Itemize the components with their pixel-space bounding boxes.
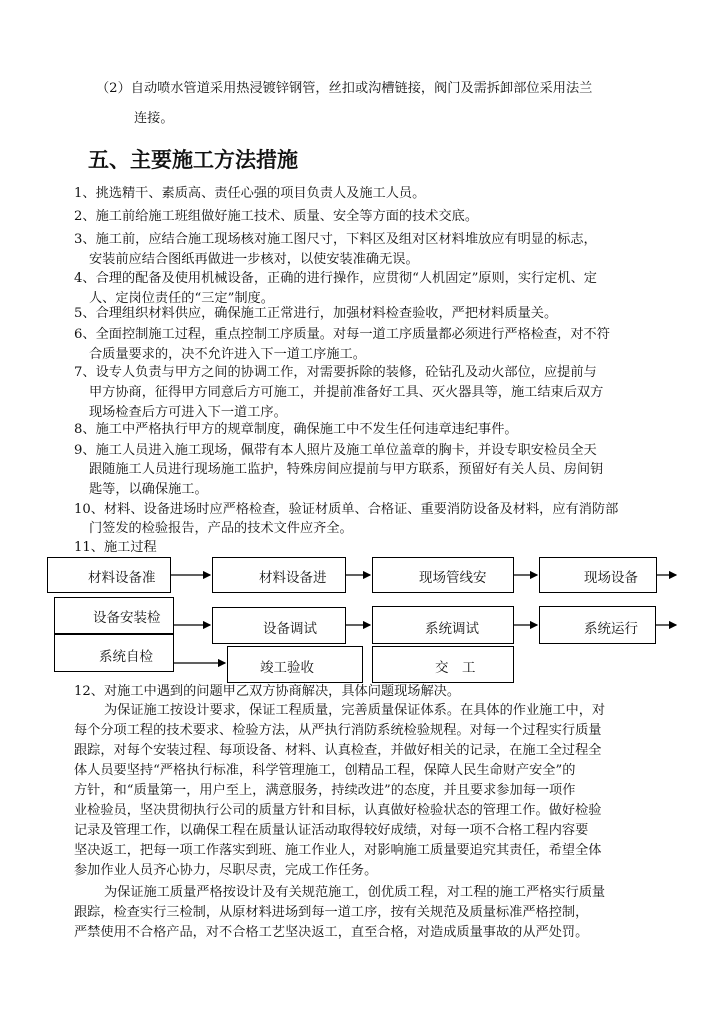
item-9-line-1: 9、施工人员进入施工现场，佩带有本人照片及施工单位盖章的胸卡，并设专职安检员全天 <box>74 443 597 458</box>
item-7-line-2: 甲方协商，征得甲方同意后方可施工，并提前准备好工具、灭火器具等，施工结束后双方 <box>89 385 604 400</box>
item-8: 8、施工中严格执行甲方的规章制度，确保施工中不发生任何违章违纪事件。 <box>74 422 518 437</box>
flow-box-pipeline-install: 现场管线安 <box>372 557 514 593</box>
para1-line-8: 坚决返工，把每一项工作落实到班、施工作业人，对影响施工质量要追究其责任，希望全体 <box>74 843 602 858</box>
flow-box-system-run: 系统运行 <box>539 606 656 644</box>
flow-box-install-check: 设备安装检 <box>54 597 174 634</box>
flow-box-site-equipment: 现场设备 <box>539 557 657 593</box>
item-6-line-1: 6、全面控制施工过程，重点控制工序质量。对每一道工序质量都必须进行严格检查，对不符 <box>74 327 610 342</box>
intro-line-2: 连接。 <box>134 111 174 126</box>
para2-line-3: 严禁使用不合格产品，对不合格工艺坚决返工，直至合格，对造成质量事故的从严处罚。 <box>74 925 589 940</box>
item-10-line-1: 10、材料、设备进场时应严格检查，验证材质单、合格证、重要消防设备及材料，应有消防部 <box>74 502 619 517</box>
flow-box-equipment-debug: 设备调试 <box>212 607 346 644</box>
item-3-line-2: 安装前应结合图纸再做进一步核对，以使安装准确无误。 <box>89 252 419 267</box>
flow-box-completion-acceptance: 竣工验收 <box>227 646 363 683</box>
para2-line-1: 为保证施工质量严格按设计及有关规范施工，创优质工程，对工程的施工严格实行质量 <box>104 885 606 900</box>
item-7-line-3: 现场检查后方可进入下一道工序。 <box>89 405 287 420</box>
item-4-line-2: 人、定岗位责任的“三定”制度。 <box>89 291 274 306</box>
item-9-line-2: 跟随施工人员进行现场施工监护，特殊房间应提前与甲方联系，预留好有关人员、房间钥 <box>89 462 604 477</box>
intro-line-1: （2）自动喷水管道采用热浸镀锌钢管，丝扣或沟槽链接，阀门及需拆卸部位采用法兰 <box>96 81 593 96</box>
item-1: 1、挑选精干、素质高、责任心强的项目负责人及施工人员。 <box>74 186 426 201</box>
item-9-line-3: 匙等，以确保施工。 <box>89 482 208 497</box>
para2-line-2: 跟踪，检查实行三检制，从原材料进场到每一道工序，按有关规范及质量标准严格控制， <box>74 905 589 920</box>
item-5: 5、合理组织材料供应，确保施工正常进行，加强材料检查验收，严把材料质量关。 <box>74 306 558 321</box>
para1-line-7: 记录及管理工作，以确保工程在质量认证活动取得较好成绩，对每一项不合格工程内容要 <box>74 823 589 838</box>
para1-line-9: 参加作业人员齐心协力，尽职尽责，完成工作任务。 <box>74 863 378 878</box>
item-4-line-1: 4、合理的配备及使用机械设备，正确的进行操作，应贯彻“人机固定”原则，实行定机、定 <box>74 271 597 286</box>
item-6-line-2: 合质量要求的，决不允许进入下一道工序施工。 <box>89 347 366 362</box>
para1-line-3: 跟踪，对每个安装过程、每项设备、材料、认真检查，并做好相关的记录，在施工全过程全 <box>74 743 602 758</box>
flow-box-handover: 交 工 <box>372 646 514 683</box>
para1-line-1: 为保证施工按设计要求，保证工程质量，完善质量保证体系。在具体的作业施工中，对 <box>104 703 606 718</box>
para1-line-2: 每个分项工程的技术要求、检验方法，从严执行消防系统检验规程。对每一个过程实行质量 <box>74 723 602 738</box>
section-title: 五、主要施工方法措施 <box>88 148 298 172</box>
item-10-line-2: 门签发的检验报告，产品的技术文件应齐全。 <box>89 521 353 536</box>
item-3-line-1: 3、施工前，应结合施工现场核对施工图尺寸，下料区及组对区材料堆放应有明显的标志， <box>74 232 597 247</box>
item-2: 2、施工前给施工班组做好施工技术、质量、安全等方面的技术交底。 <box>74 209 479 224</box>
para1-line-5: 方针，和“质量第一，用户至上，满意服务，持续改进”的态度，并且要求参加每一项作 <box>74 783 576 798</box>
item-11: 11、施工过程 <box>74 540 157 555</box>
item-12: 12、对施工中遇到的问题甲乙双方协商解决，具体问题现场解决。 <box>74 684 461 699</box>
flow-box-self-check: 系统自检 <box>54 634 174 672</box>
item-7-line-1: 7、设专人负责与甲方之间的协调工作，对需要拆除的装修，砼钻孔及动火部位，应提前与 <box>74 365 597 380</box>
flow-box-material-prep: 材料设备准 <box>47 557 171 593</box>
flow-box-material-entry: 材料设备进 <box>212 557 346 593</box>
para1-line-4: 体人员要坚持“严格执行标准，科学管理施工，创精品工程，保障人民生命财产安全”的 <box>74 763 576 778</box>
flow-box-system-debug: 系统调试 <box>372 606 514 644</box>
para1-line-6: 业检验员，坚决贯彻执行公司的质量方针和目标，认真做好检验状态的管理工作。做好检验 <box>74 803 602 818</box>
